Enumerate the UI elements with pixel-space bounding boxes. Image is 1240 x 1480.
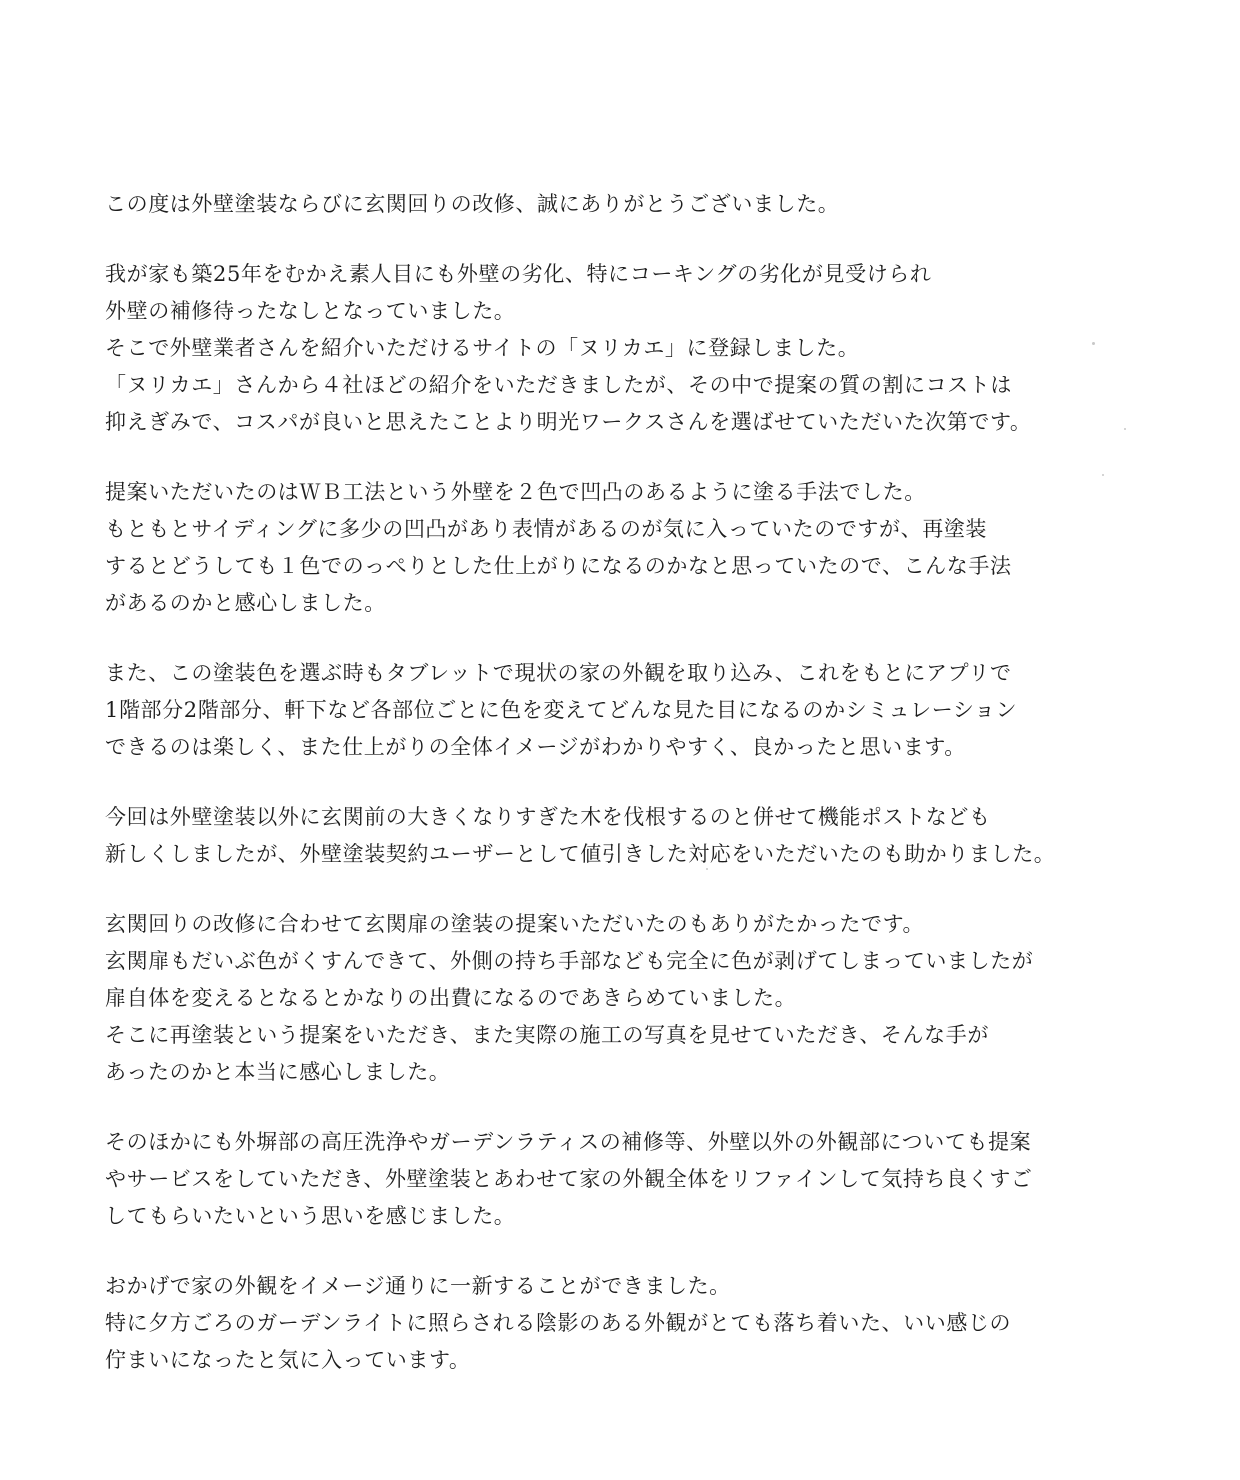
text-line: そこに再塗装という提案をいただき、また実際の施工の写真を見せていただき、そんな手が xyxy=(105,1023,989,1047)
text-line: 我が家も築25年をむかえ素人目にも外壁の劣化、特にコーキングの劣化が見受けられ xyxy=(105,262,932,286)
text-line: そこで外壁業者さんを紹介いただけるサイトの「ヌリカエ」に登録しました。 xyxy=(105,336,860,360)
text-line: 特に夕方ごろのガーデンライトに照らされる陰影のある外観がとても落ち着いた、いい感じの xyxy=(105,1311,1012,1335)
text-line: また、この塗装色を選ぶ時もタブレットで現状の家の外観を取り込み、これをもとにアプリで xyxy=(105,661,1012,685)
text-line: 新しくしましたが、外壁塗装契約ユーザーとして値引きした対応をいただいたのも助かりました。 xyxy=(105,842,1056,866)
letter-body xyxy=(105,186,1145,1412)
letter-paragraph xyxy=(105,906,1145,1091)
text-line: してもらいたいという思いを感じました。 xyxy=(105,1204,516,1228)
letter-paragraph xyxy=(105,655,1145,766)
letter-paragraph xyxy=(105,799,1145,873)
letter-paragraph xyxy=(105,1268,1145,1379)
text-line: この度は外壁塗装ならびに玄関回りの改修、誠にありがとうございました。 xyxy=(105,192,840,216)
letter-paragraph xyxy=(105,186,1145,223)
letter-paragraph xyxy=(105,256,1145,441)
letter-paragraph xyxy=(105,474,1145,622)
text-line: 玄関扉もだいぶ色がくすんできて、外側の持ち手部なども完全に色が剥げてしまっていましたが xyxy=(105,949,1034,973)
text-line: 佇まいになったと気に入っています。 xyxy=(105,1348,471,1372)
text-line: するとどうしても１色でのっぺりとした仕上がりになるのかなと思っていたので、こんな手法 xyxy=(105,554,1012,578)
text-line: もともとサイディングに多少の凹凸があり表情があるのが気に入っていたのですが、再塗装 xyxy=(105,517,988,541)
text-line: 提案いただいたのはＷＢ工法という外壁を２色で凹凸のあるように塗る手法でした。 xyxy=(105,480,926,504)
text-line: 今回は外壁塗装以外に玄関前の大きくなりすぎた木を伐根するのと併せて機能ポストなども xyxy=(105,805,991,829)
letter-paragraph xyxy=(105,1124,1145,1235)
text-line: 「ヌリカエ」さんから４社ほどの紹介をいただきましたが、その中で提案の質の割にコストは xyxy=(105,373,1012,397)
text-line: 扉自体を変えるとなるとかなりの出費になるのであきらめていました。 xyxy=(105,986,797,1010)
text-line: やサービスをしていただき、外壁塗装とあわせて家の外観全体をリファインして気持ち良くすご xyxy=(105,1167,1033,1191)
text-line: そのほかにも外塀部の高圧洗浄やガーデンラティスの補修等、外壁以外の外観部についても提案 xyxy=(105,1130,1032,1154)
text-line: 1階部分2階部分、軒下など各部位ごとに色を変えてどんな見た目になるのかシミュレーション xyxy=(105,698,1018,722)
text-line: あったのかと本当に感心しました。 xyxy=(105,1060,451,1084)
text-line: できるのは楽しく、また仕上がりの全体イメージがわかりやすく、良かったと思います。 xyxy=(105,735,966,759)
text-line: 外壁の補修待ったなしとなっていました。 xyxy=(105,299,516,323)
text-line: おかげで家の外観をイメージ通りに一新することができました。 xyxy=(105,1274,731,1298)
text-line: 玄関回りの改修に合わせて玄関扉の塗装の提案いただいたのもありがたかったです。 xyxy=(105,912,925,936)
text-line: 抑えぎみで、コスパが良いと思えたことより明光ワークスさんを選ばせていただいた次第です。 xyxy=(105,410,1032,434)
text-line: があるのかと感心しました。 xyxy=(105,591,386,615)
